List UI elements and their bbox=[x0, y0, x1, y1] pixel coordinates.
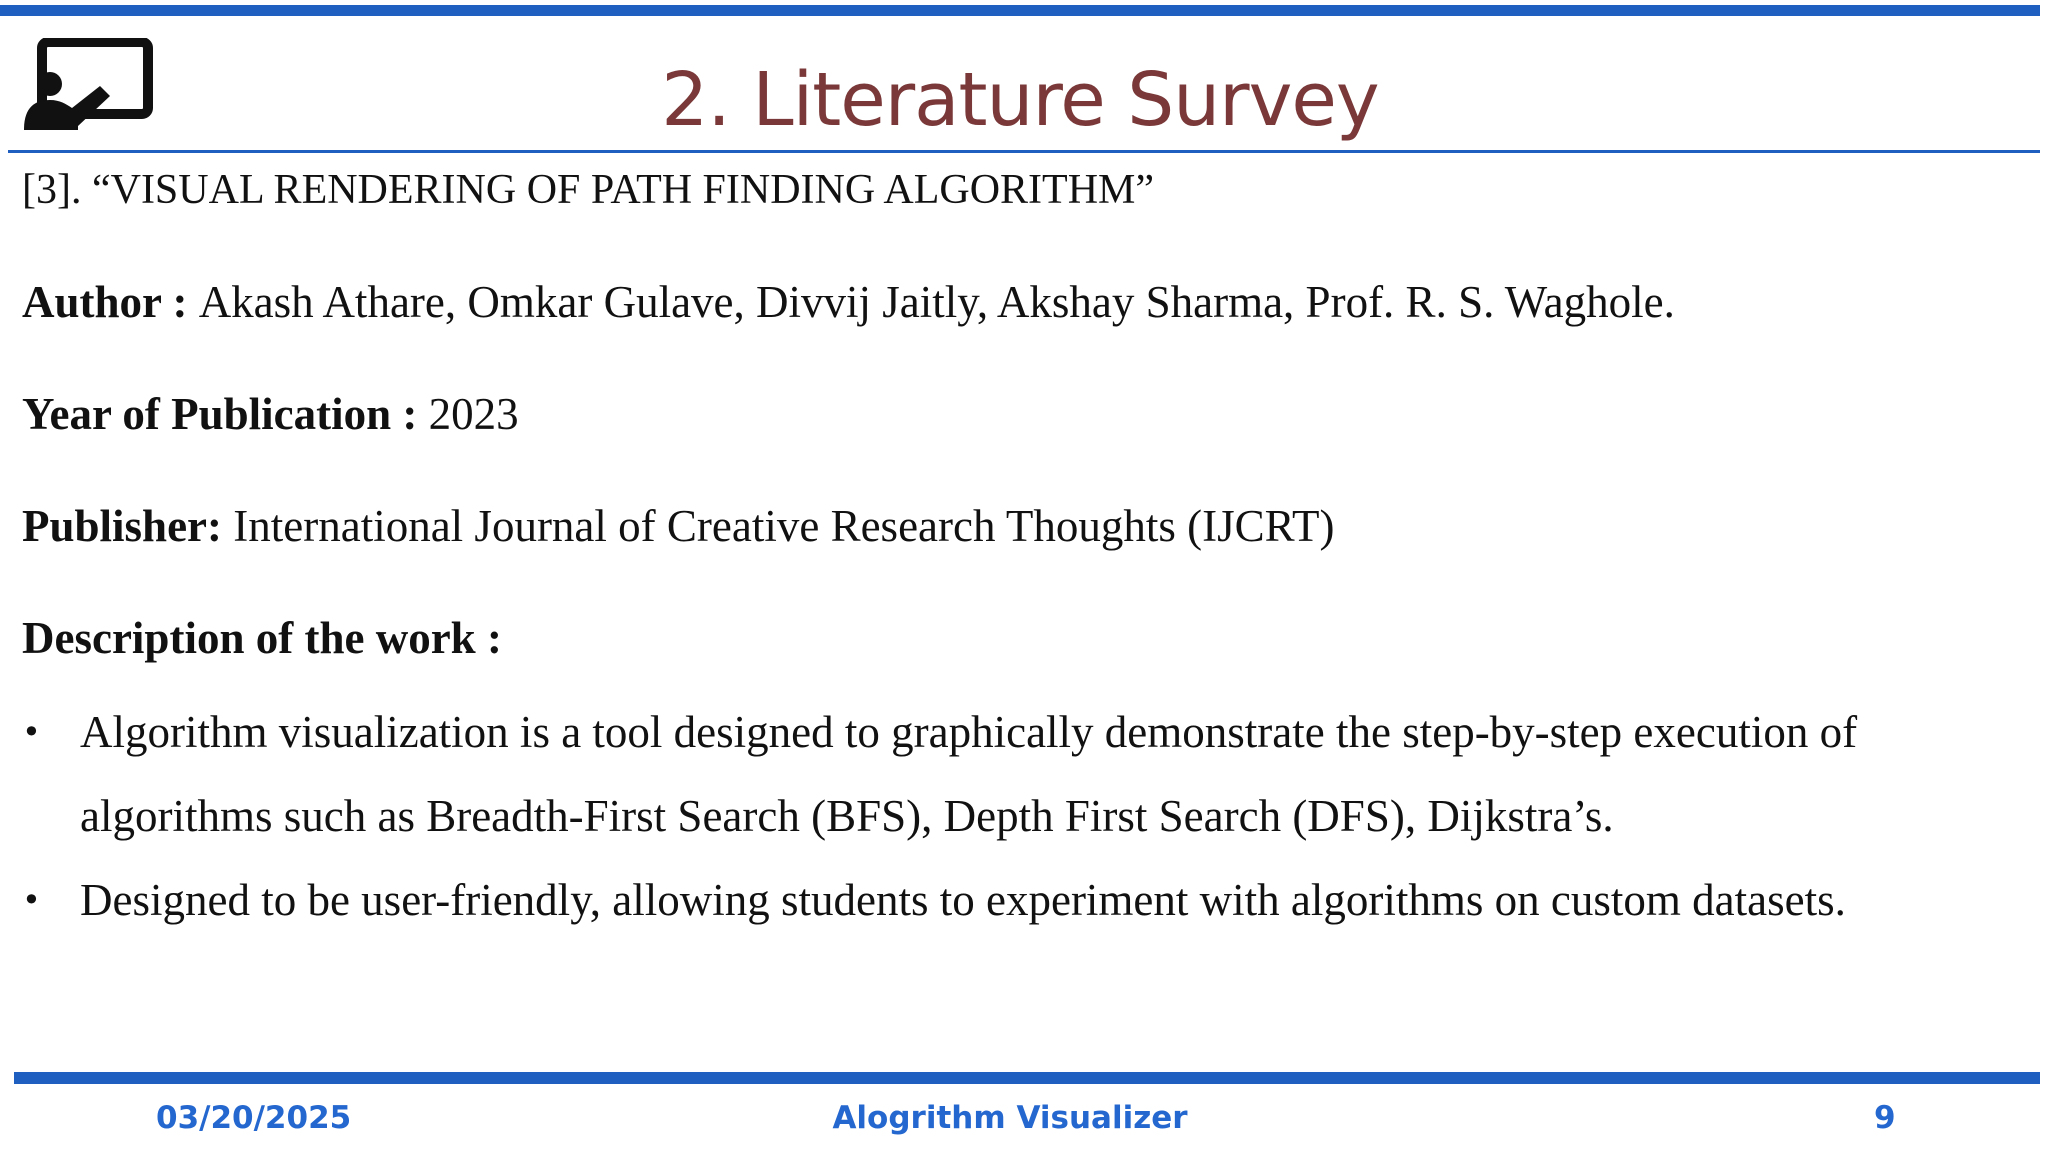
description-heading: Description of the work : bbox=[22, 613, 502, 663]
description-bullet-list bbox=[22, 690, 2012, 942]
footer-accent-bar bbox=[14, 1072, 2040, 1084]
presenter-board-icon bbox=[20, 38, 156, 134]
bullet-text: Designed to be user-friendly, allowing students to experiment with algorithms on custom datasets. bbox=[80, 875, 1846, 925]
reference-title: [3]. “VISUAL RENDERING OF PATH FINDING ALGORITHM” bbox=[22, 167, 1155, 213]
year-field bbox=[22, 386, 519, 442]
bullet-item bbox=[22, 858, 2012, 942]
slide-title: 2. Literature Survey bbox=[661, 57, 1379, 143]
bullet-dot-icon: • bbox=[22, 713, 41, 751]
top-accent-bar bbox=[0, 5, 2040, 16]
author-label: Author : bbox=[22, 277, 199, 327]
footer-title: Alogrithm Visualizer bbox=[832, 1100, 1188, 1136]
year-label: Year of Publication : bbox=[22, 389, 429, 439]
bullet-item bbox=[22, 690, 2012, 858]
publisher-field bbox=[22, 498, 1334, 554]
publisher-label: Publisher: bbox=[22, 501, 234, 551]
page-number: 9 bbox=[1874, 1100, 1896, 1136]
bullet-dot-icon: • bbox=[22, 881, 41, 919]
title-divider bbox=[8, 150, 2040, 153]
author-field bbox=[22, 274, 1675, 330]
publisher-value: International Journal of Creative Research Thoughts (IJCRT) bbox=[233, 501, 1335, 551]
author-value: Akash Athare, Omkar Gulave, Divvij Jaitly, Akshay Sharma, Prof. R. S. Waghole. bbox=[198, 277, 1675, 327]
footer-date: 03/20/2025 bbox=[156, 1100, 352, 1136]
year-value: 2023 bbox=[428, 389, 519, 439]
bullet-text: Algorithm visualization is a tool designed to graphically demonstrate the step-by-step execution of algorithms such as Breadth-First Search (BFS), Depth First Search (DFS), Dijkstra’s. bbox=[80, 707, 1858, 841]
